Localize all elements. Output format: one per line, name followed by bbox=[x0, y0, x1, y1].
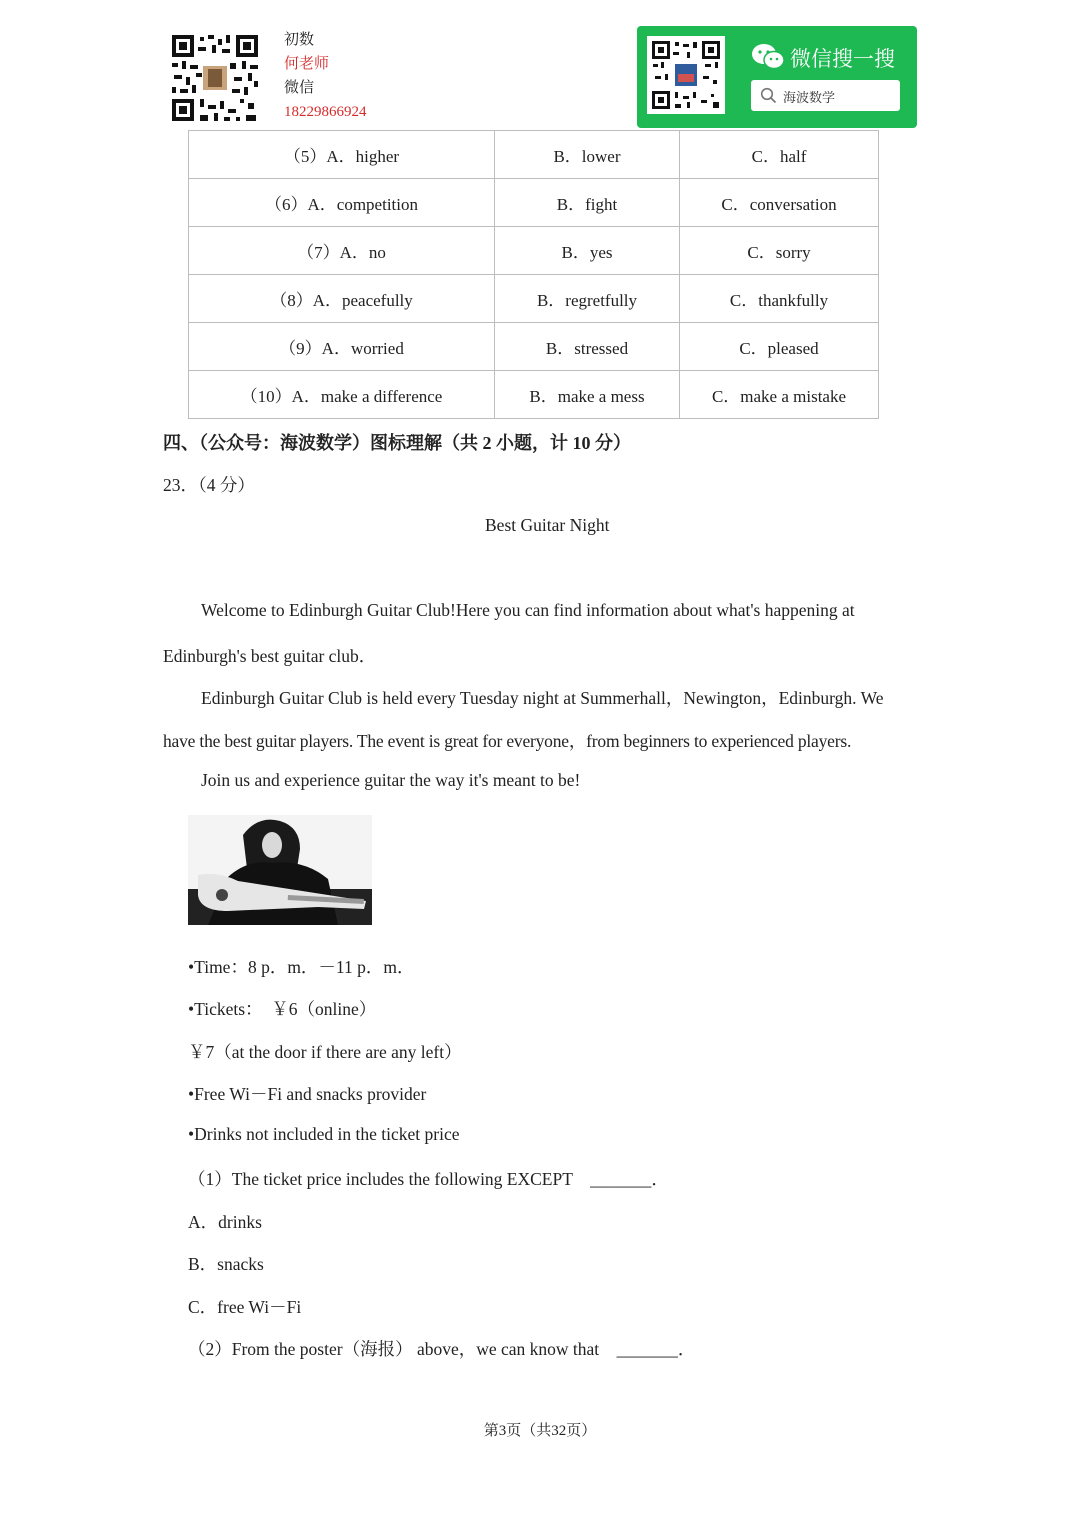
table-row bbox=[189, 131, 879, 179]
contact-name: 何老师 bbox=[284, 56, 330, 72]
table-cell: C．half bbox=[680, 131, 879, 179]
poster-wifi: •Free Wi－Fi and snacks provider bbox=[188, 1084, 427, 1104]
paragraph-line: Edinburgh's best guitar club． bbox=[163, 646, 377, 666]
qr-code-wechat bbox=[647, 36, 725, 114]
table-cell: （5）A．higher bbox=[189, 131, 495, 179]
table-cell: B．yes bbox=[495, 227, 680, 275]
search-icon bbox=[760, 87, 777, 108]
paragraph-line: Edinburgh Guitar Club is held every Tuesday night at Summerhall，Newington，Edinburgh. We bbox=[201, 688, 884, 708]
table-row bbox=[189, 371, 879, 419]
table-row bbox=[189, 179, 879, 227]
question-2: （2）From the poster（海报） above，we can know that _______． bbox=[188, 1339, 696, 1359]
option-b: B．snacks bbox=[188, 1254, 264, 1274]
table-cell: （9）A．worried bbox=[189, 323, 495, 371]
table-row bbox=[189, 227, 879, 275]
options-table bbox=[188, 130, 879, 419]
contact-line: 初数 bbox=[284, 32, 315, 48]
paragraph-line: have the best guitar players. The event is great for everyone，from beginners to experienced players. bbox=[163, 731, 852, 751]
table-cell: （6）A．competition bbox=[189, 179, 495, 227]
wechat-search-text: 海波数学 bbox=[783, 91, 836, 106]
table-cell: C．make a mistake bbox=[680, 371, 879, 419]
table-cell: B．fight bbox=[495, 179, 680, 227]
poster-tickets: •Tickets： ￥6（online） bbox=[188, 999, 377, 1019]
guitarist-photo bbox=[188, 815, 372, 925]
contact-info bbox=[284, 28, 367, 124]
table-cell: C．conversation bbox=[680, 179, 879, 227]
table-cell: C．sorry bbox=[680, 227, 879, 275]
poster-tickets-door: ￥7（at the door if there are any left） bbox=[188, 1042, 462, 1062]
table-cell: （7）A．no bbox=[189, 227, 495, 275]
table-cell: （8）A．peacefully bbox=[189, 275, 495, 323]
section-heading: 四、（公众号：海波数学）图标理解（共 2 小题，计 10 分） bbox=[163, 433, 631, 453]
wechat-logo-icon bbox=[751, 43, 785, 76]
contact-line: 微信 bbox=[284, 80, 315, 96]
wechat-search-box[interactable] bbox=[751, 80, 900, 111]
passage-title: Best Guitar Night bbox=[485, 515, 610, 535]
table-row bbox=[189, 275, 879, 323]
table-cell: B．lower bbox=[495, 131, 680, 179]
paragraph-line: Welcome to Edinburgh Guitar Club!Here you can find information about what's happening at bbox=[201, 600, 855, 620]
table-row bbox=[189, 323, 879, 371]
wechat-title: 微信搜一搜 bbox=[790, 47, 895, 71]
table-cell: B．make a mess bbox=[495, 371, 680, 419]
poster-drinks: •Drinks not included in the ticket price bbox=[188, 1124, 460, 1144]
table-cell: C．thankfully bbox=[680, 275, 879, 323]
page-footer: 第3页（共32页） bbox=[483, 1423, 597, 1439]
wechat-search-banner bbox=[637, 26, 917, 128]
table-cell: B．regretfully bbox=[495, 275, 680, 323]
contact-phone: 18229866924 bbox=[284, 104, 367, 120]
question-number: 23．（4 分） bbox=[163, 475, 255, 495]
qr-code-contact bbox=[170, 33, 260, 123]
table-cell: C．pleased bbox=[680, 323, 879, 371]
table-cell: （10）A．make a difference bbox=[189, 371, 495, 419]
option-a: A．drinks bbox=[188, 1212, 262, 1232]
option-c: C．free Wi－Fi bbox=[188, 1297, 302, 1317]
table-cell: B．stressed bbox=[495, 323, 680, 371]
paragraph-line: Join us and experience guitar the way it's meant to be! bbox=[201, 770, 581, 790]
question-1: （1）The ticket price includes the following EXCEPT _______． bbox=[188, 1169, 669, 1189]
poster-time: •Time：8 p．m．－11 p．m． bbox=[188, 957, 415, 977]
